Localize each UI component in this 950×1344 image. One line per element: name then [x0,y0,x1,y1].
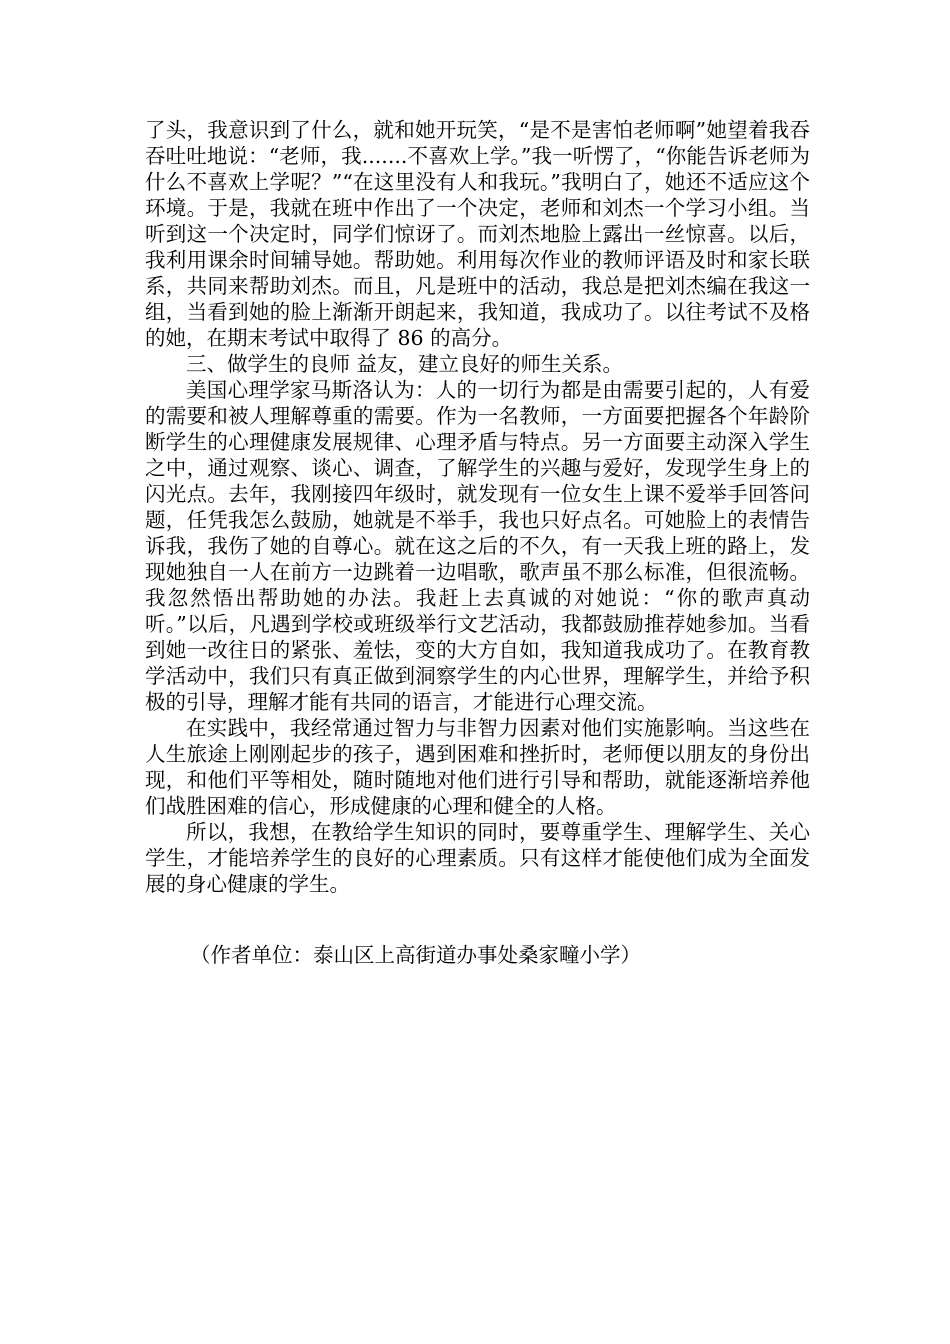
paragraph-maslow: 美国心理学家马斯洛认为：人的一切行为都是由需要引起的，人有爱的需要和被人理解尊重的需要。作为一名教师，一方面要把握各个年龄阶断学生的心理健康发展规律、心理矛盾与特点。另一方面要主动深入学生之中，通过观察、谈心、调查，了解学生的兴趣与爱好，发现学生身上的闪光点。去年，我刚接四年级时，就发现有一位女生上课不爱举手回答问题，任凭我怎么鼓励，她就是不举手，我也只好点名。可她脸上的表情告诉我，我伤了她的自尊心。就在这之后的不久，有一天我上班的路上，发现她独自一人在前方一边跳着一边唱歌，歌声虽不那么标准，但很流畅。我忽然悟出帮助她的办法。我赶上去真诚的对她说：“你的歌声真动听。”以后，凡遇到学校或班级举行文艺活动，我都鼓励推荐她参加。当看到她一改往日的紧张、羞怯，变的大方自如，我知道我成功了。在教育教学活动中，我们只有真正做到洞察学生的内心世界，理解学生，并给予积极的引导，理解才能有共同的语言，才能进行心理交流。 [145,378,810,714]
article-body [145,117,810,897]
author-affiliation: （作者单位：泰山区上高街道办事处桑家疃小学） [190,943,641,967]
paragraph-conclusion: 所以，我想，在教给学生知识的同时，要尊重学生、理解学生、关心学生，才能培养学生的良好的心理素质。只有这样才能使他们成为全面发展的身心健康的学生。 [145,820,810,896]
section-heading-three: 三、做学生的良师 益友，建立良好的师生关系。 [186,352,624,376]
paragraph-continuation: 了头，我意识到了什么，就和她开玩笑，“是不是害怕老师啊”她望着我吞吞吐吐地说：“老师，我.......不喜欢上学。”我一听愣了，“你能告诉老师为什么不喜欢上学呢？”“在这里没有人和我玩。”我明白了，她还不适应这个环境。于是，我就在班中作出了一个决定，老师和刘杰一个学习小组。当听到这一个决定时，同学们惊讶了。而刘杰地脸上露出一丝惊喜。以后，我利用课余时间辅导她。帮助她。利用每次作业的教师评语及时和家长联系，共同来帮助刘杰。而且，凡是班中的活动，我总是把刘杰编在我这一组，当看到她的脸上渐渐开朗起来，我知道，我成功了。以往考试不及格的她，在期末考试中取得了 86 的高分。 [145,118,810,350]
paragraph-practice: 在实践中，我经常通过智力与非智力因素对他们实施影响。当这些在人生旅途上刚刚起步的孩子，遇到困难和挫折时，老师便以朋友的身份出现，和他们平等相处，随时随地对他们进行引导和帮助，就能逐渐培养他们战胜困难的信心，形成健康的心理和健全的人格。 [145,716,810,818]
